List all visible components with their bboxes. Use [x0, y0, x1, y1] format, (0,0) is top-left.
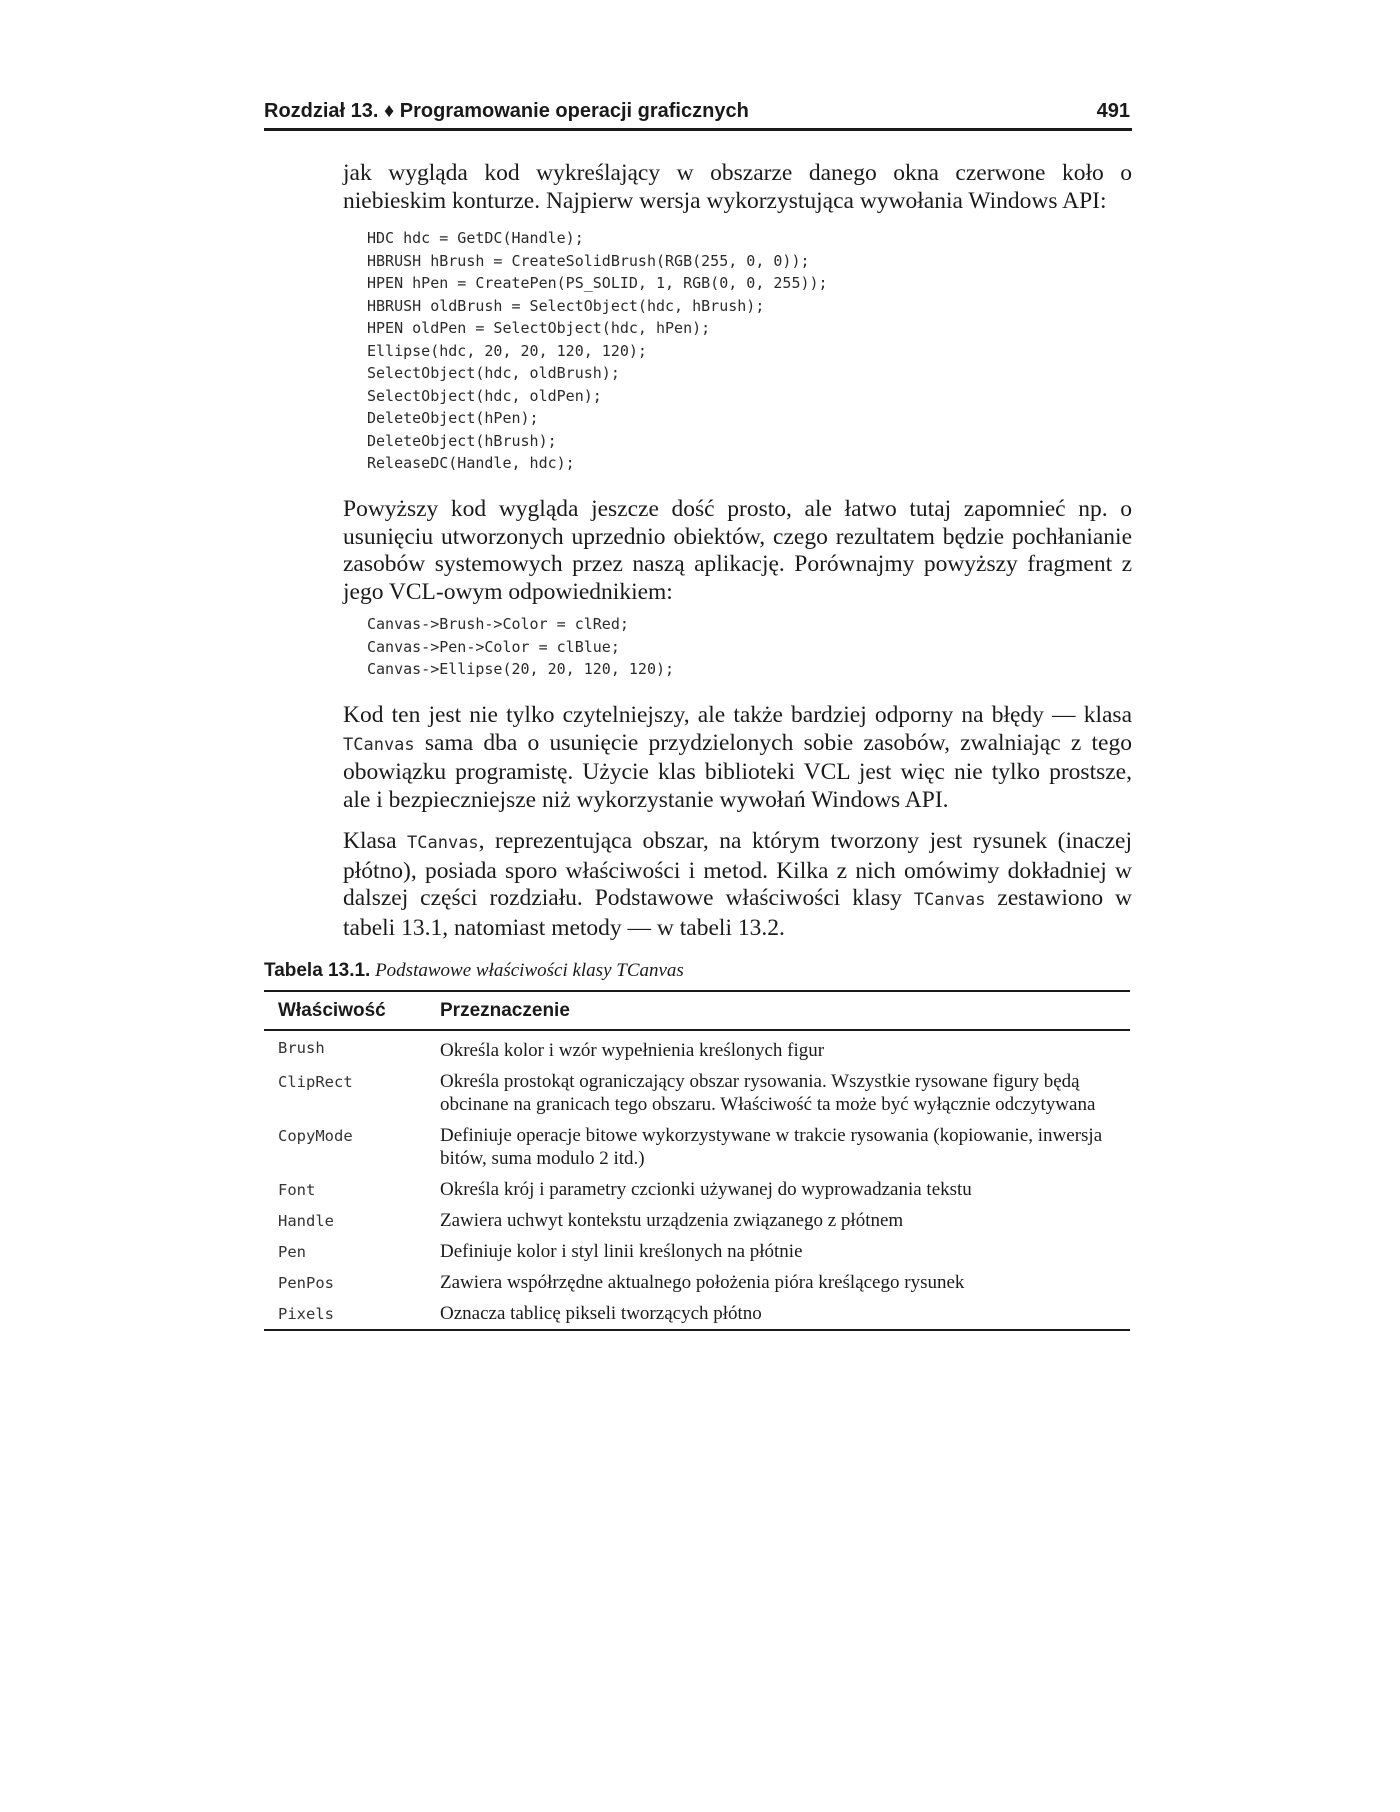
chapter-title: Rozdział 13. ♦ Programowanie operacji graficznych	[264, 100, 749, 122]
table-row	[264, 1205, 1130, 1236]
inline-code-tcanvas: TCanvas	[343, 734, 415, 755]
column-header-purpose: Przeznaczenie	[440, 1000, 570, 1021]
column-header-property: Właściwość	[278, 1000, 386, 1021]
table-row	[264, 1174, 1130, 1205]
property-name: Font	[278, 1181, 316, 1199]
property-name: ClipRect	[278, 1073, 353, 1091]
page-number: 491	[1096, 100, 1130, 122]
inline-code-tcanvas: TCanvas	[913, 890, 986, 910]
property-name: CopyMode	[278, 1127, 353, 1145]
table-caption	[264, 960, 684, 982]
property-description: Określa kolor i wzór wypełnienia kreślonych figur	[440, 1040, 825, 1061]
table-row	[264, 1120, 1130, 1174]
property-description: Definiuje operacje bitowe wykorzystywane w trakcie rysowania (kopiowanie, inwersja bitów, suma modulo 2 itd.)	[440, 1125, 1103, 1169]
code-block-windows-api: HDC hdc = GetDC(Handle); HBRUSH hBrush = CreateSolidBrush(RGB(255, 0, 0)); HPEN hPen = CreatePen(PS_SOLID, 1, RGB(0, 0, 255)); HBRUSH oldBrush = SelectObject(hdc, hBrush); HPEN oldPen = SelectObject(hdc, hPen); Ellipse(hdc, 20, 20, 120, 120); SelectObject(hdc, oldBrush); SelectObject(hdc, oldPen); DeleteObject(hPen); DeleteObject(hBrush); ReleaseDC(Handle, hdc);	[367, 229, 828, 472]
inline-code-tcanvas: TCanvas	[407, 833, 479, 853]
table-row	[264, 1236, 1130, 1267]
property-description: Określa prostokąt ograniczający obszar rysowania. Wszystkie rysowane figury będą obcinane na granicach tego obszaru. Właściwość ta może być wyłącznie odczytywana	[440, 1071, 1096, 1115]
property-description: Określa krój i parametry czcionki używanej do wyprowadzania tekstu	[440, 1179, 972, 1200]
table-row	[264, 1066, 1130, 1120]
property-name: Handle	[278, 1212, 334, 1230]
properties-table	[264, 990, 1130, 1331]
table-row	[264, 1267, 1130, 1298]
page-header	[264, 98, 1132, 131]
text-span: , reprezentująca obszar, na którym tworzony jest rysunek (inaczej płótno), posiada sporo właściwości i metod. Kilka z nich omówimy dokładniej w dalszej części rozdziału. Podstawowe właściwości klasy	[343, 828, 1132, 911]
paragraph-tcanvas-description	[343, 828, 1132, 942]
text-span: Kod ten jest nie tylko czytelniejszy, ale także bardziej odporny na błędy — klasa	[343, 702, 1132, 728]
property-name: PenPos	[278, 1274, 334, 1292]
paragraph-intro: jak wygląda kod wykreślający w obszarze danego okna czerwone koło o niebieskim konturze. Najpierw wersja wykorzystująca wywołania Windows API:	[343, 160, 1132, 214]
table-row	[264, 1298, 1130, 1330]
table-row	[264, 1030, 1130, 1066]
table-caption-label: Tabela 13.1.	[264, 960, 371, 981]
property-name: Brush	[278, 1039, 325, 1057]
property-description: Zawiera uchwyt kontekstu urządzenia związanego z płótnem	[440, 1210, 904, 1231]
property-name: Pixels	[278, 1305, 334, 1323]
text-span: sama dba o usunięcie przydzielonych sobie zasobów, zwalniając z tego obowiązku programistę. Użycie klas biblioteki VCL jest więc nie tylko prostsze, ale i bezpieczniejsze niż wykorzystanie wywołań Windows API.	[343, 729, 1132, 813]
paragraph-comparison: Powyższy kod wygląda jeszcze dość prosto, ale łatwo tutaj zapomnieć np. o usunięciu utworzonych uprzednio obiektów, czego rezultatem będzie pochłanianie zasobów systemowych przez naszą aplikację. Porównajmy powyższy fragment z jego VCL-owym odpowiednikiem:	[343, 496, 1132, 605]
text-span: zestawiono w tabeli 13.1, natomiast metody — w tabeli 13.2.	[343, 885, 1133, 941]
property-description: Definiuje kolor i styl linii kreślonych na płótnie	[440, 1241, 803, 1262]
property-description: Oznacza tablicę pikseli tworzących płótno	[440, 1303, 762, 1324]
code-block-vcl: Canvas->Brush->Color = clRed; Canvas->Pen->Color = clBlue; Canvas->Ellipse(20, 20, 120, 120);	[367, 615, 675, 678]
table-caption-text: Podstawowe właściwości klasy TCanvas	[375, 960, 684, 981]
text-span: Klasa	[343, 828, 408, 854]
table-header-row	[264, 991, 1130, 1030]
paragraph-tcanvas-benefits	[343, 702, 1132, 814]
property-description: Zawiera współrzędne aktualnego położenia pióra kreślącego rysunek	[440, 1272, 965, 1293]
property-name: Pen	[278, 1243, 306, 1261]
